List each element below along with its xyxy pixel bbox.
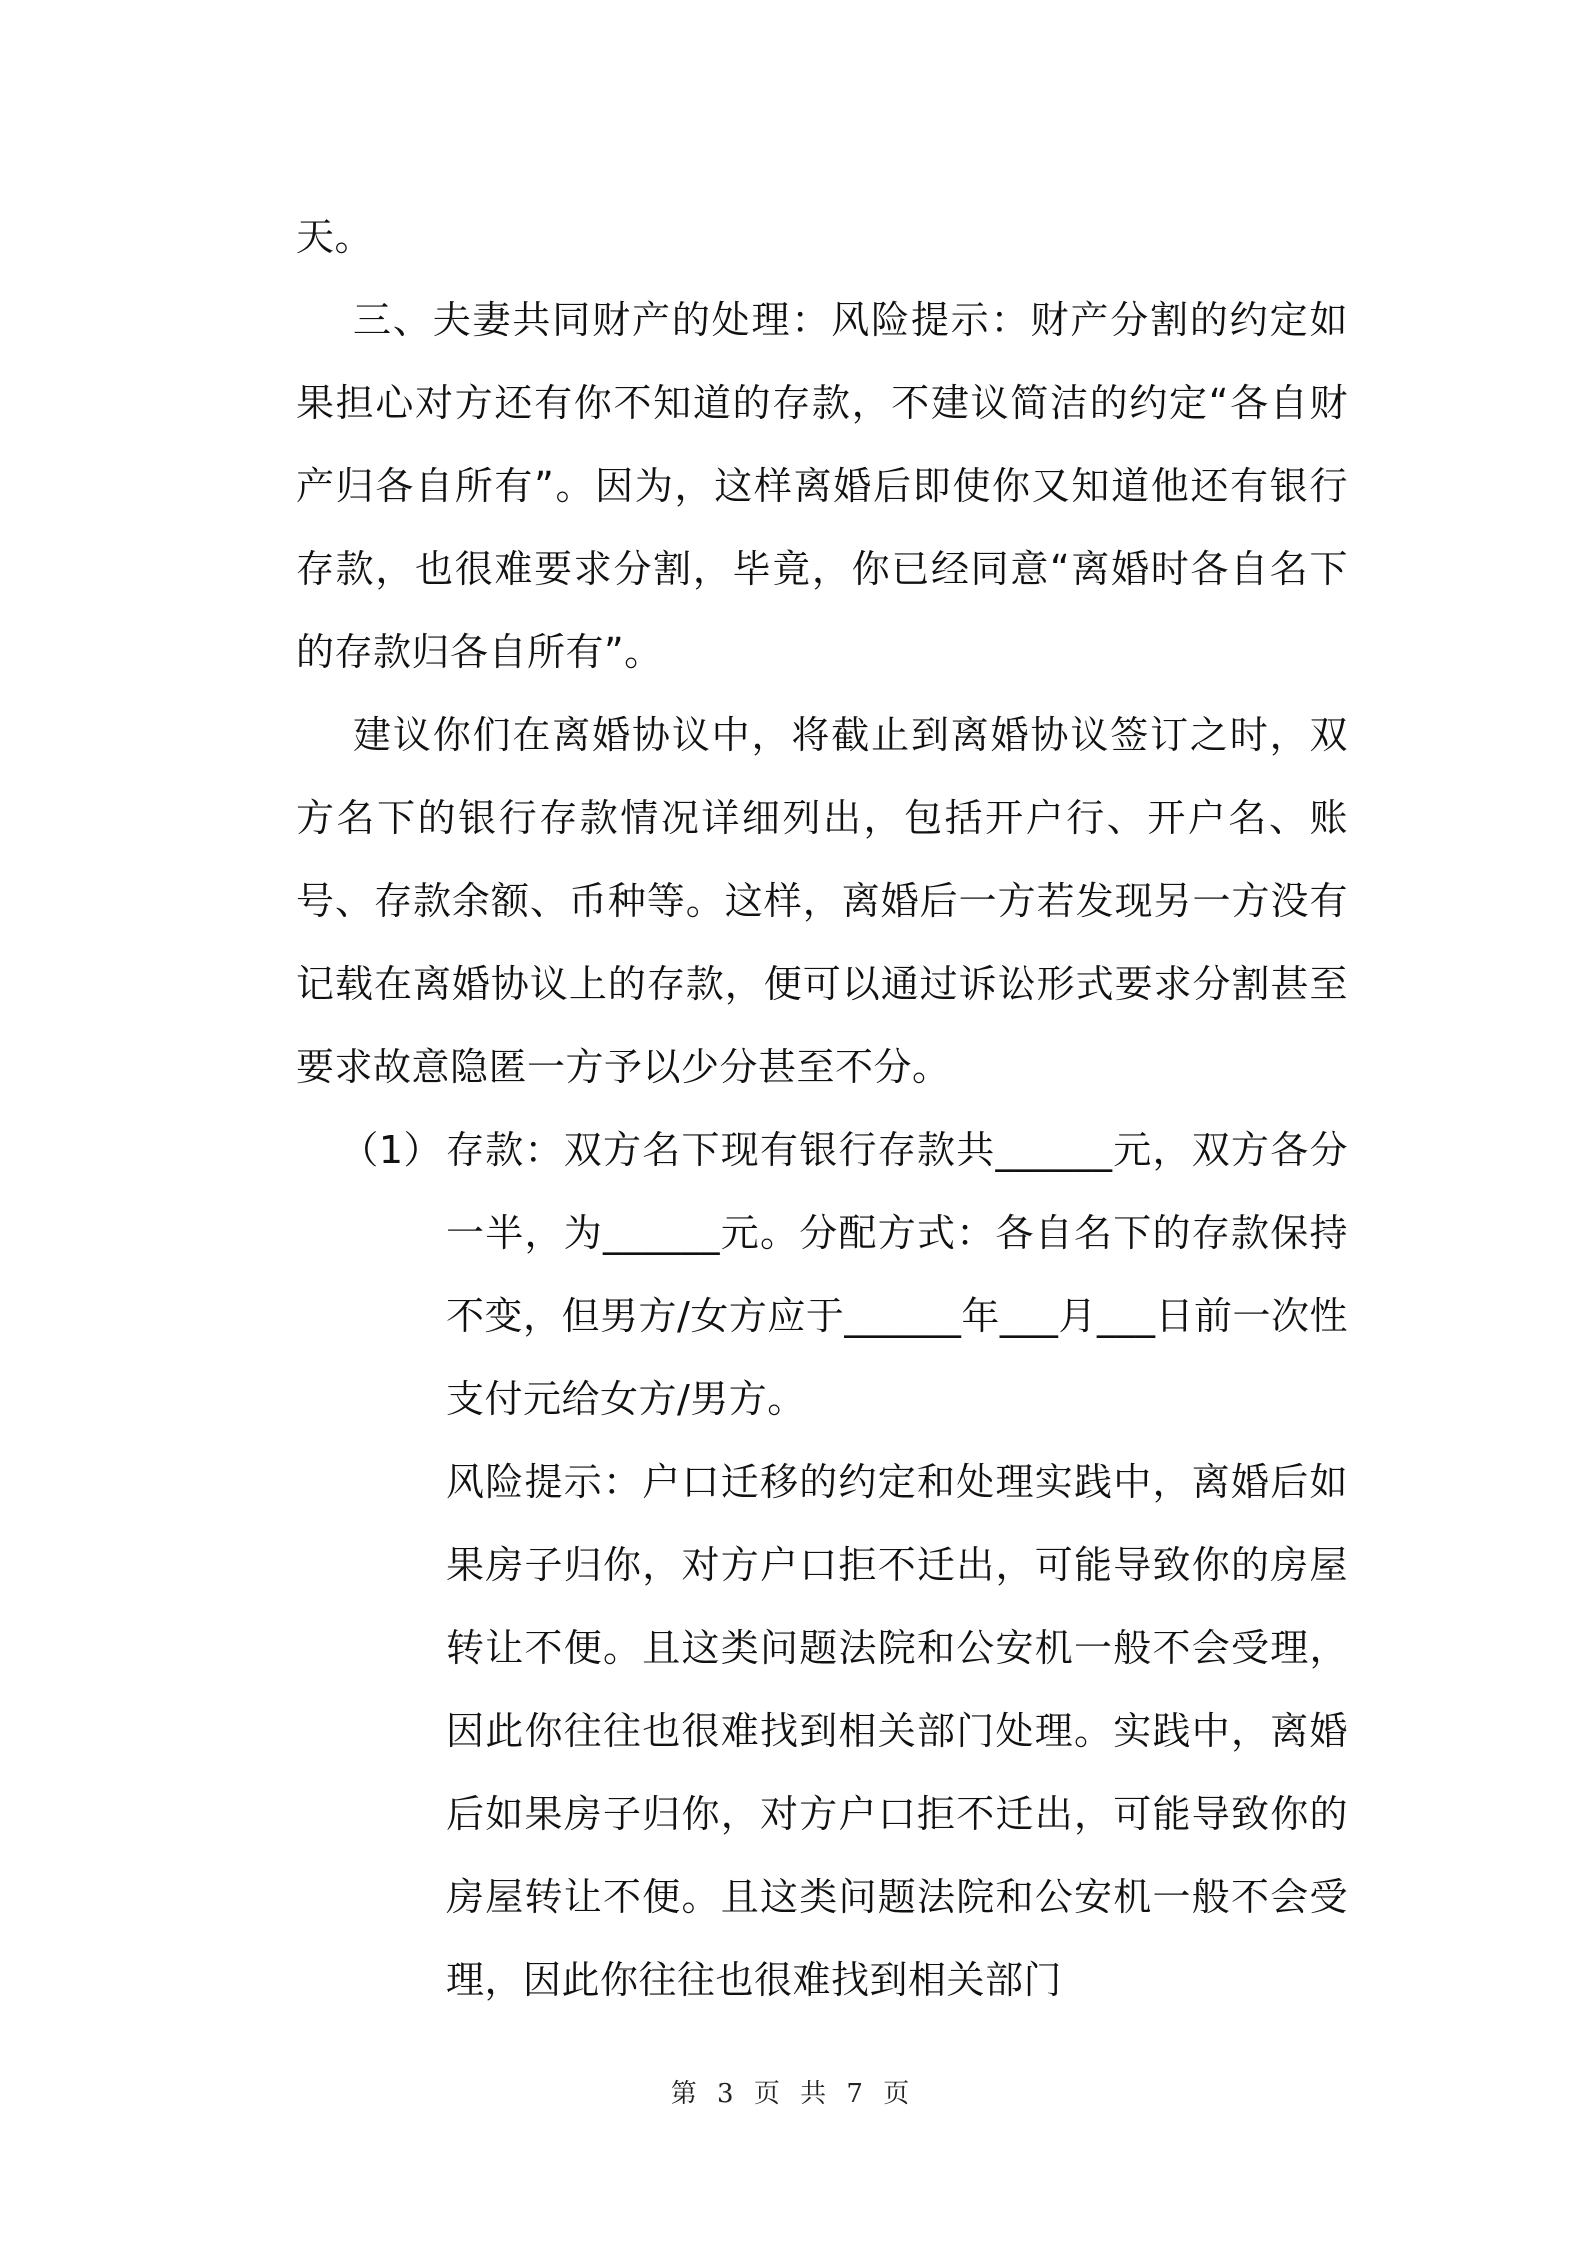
list-item-body bbox=[446, 1109, 1348, 2022]
list-item-deposit bbox=[296, 1109, 1348, 2022]
document-body bbox=[296, 196, 1348, 2022]
risk-notice: 风险提示：户口迁移的约定和处理实践中，离婚后如果房子归你，对方户口拒不迁出，可能导致你的房屋转让不便。且这类问题法院和公安机一般不会受理，因此你往往也很难找到相关部门处理。实践中，离婚后如果房子归你，对方户口拒不迁出，可能导致你的房屋转让不便。且这类问题法院和公安机一般不会受理，因此你往往也很难找到相关部门 bbox=[446, 1460, 1348, 2002]
paragraph-suggestion: 建议你们在离婚协议中，将截止到离婚协议签订之时，双方名下的银行存款情况详细列出，包括开户行、开户名、账号、存款余额、币种等。这样，离婚后一方若发现另一方没有记载在离婚协议上的存款，便可以通过诉讼形式要求分割甚至要求故意隐匿一方予以少分甚至不分。 bbox=[296, 713, 1348, 1089]
list-item-number: （1） bbox=[340, 1128, 442, 1172]
paragraph-section-three: 三、夫妻共同财产的处理：风险提示：财产分割的约定如果担心对方还有你不知道的存款，不建议简洁的约定“各自财产归各自所有”。因为，这样离婚后即使你又知道他还有银行存款，也很难要求分割，毕竟，你已经同意“离婚时各自名下的存款归各自所有”。 bbox=[296, 298, 1348, 674]
deposit-clause: 存款：双方名下现有银行存款共______元，双方各分一半，为______元。分配方式：各自名下的存款保持不变，但男方/女方应于______年___月___日前一次性支付元给女方/男方。 bbox=[446, 1128, 1348, 1421]
paragraph-continuation: 天。 bbox=[296, 215, 374, 259]
page-number-footer: 第 3 页 共 7 页 bbox=[670, 2079, 916, 2109]
